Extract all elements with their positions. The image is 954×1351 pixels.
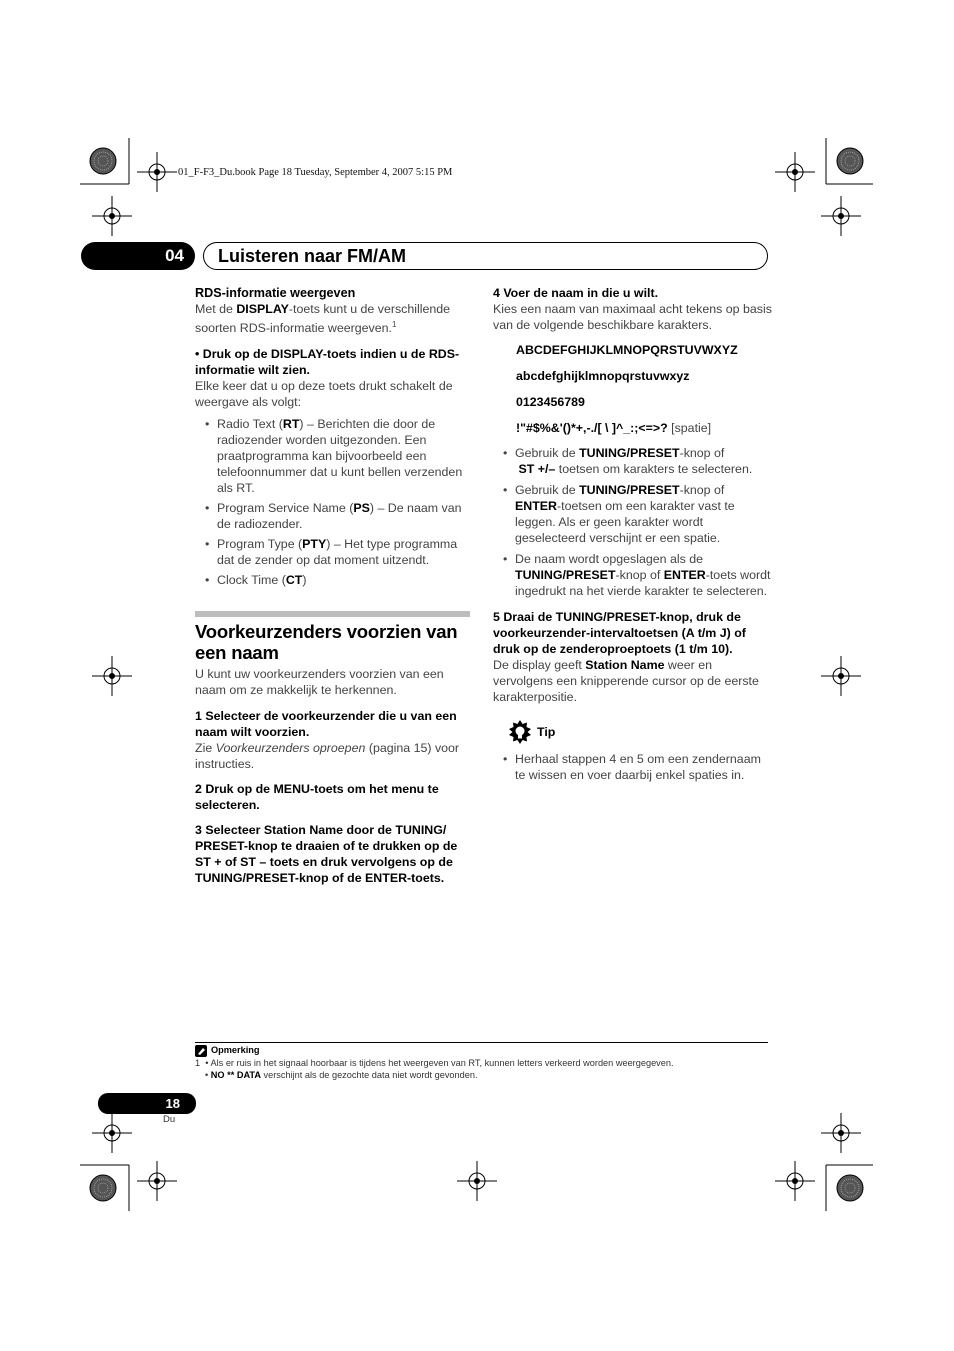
section-divider: [195, 611, 470, 617]
input-bullets: [493, 445, 773, 599]
tip-text: • Herhaal stappen 4 en 5 om een zendernaam te wissen en voer daarbij enkel spaties in.: [493, 751, 773, 783]
step-5-body: De display geeft Station Name weer en vervolgens een knipperende cursor op de eerste karakterpositie.: [493, 658, 759, 704]
list-item: • Gebruik de TUNING/PRESET-knop of ST +/– toetsen om karakters te selecteren.: [493, 445, 773, 477]
footnote-rule: [195, 1042, 768, 1043]
list-item: • Program Type (PTY) – Het type programma dat de zender op dat moment uitzendt.: [195, 536, 475, 568]
step-display-body: Elke keer dat u op deze toets drukt schakelt de weergave als volgt:: [195, 379, 453, 410]
list-item: • Radio Text (RT) – Berichten die door de radiozender worden uitgezonden. Een praatprogramma kan bijvoorbeeld een telefoonnummer dat u kunt bellen verzenden als RT.: [195, 416, 475, 496]
chars-upper: ABCDEFGHIJKLMNOPQRSTUVWXYZ: [516, 343, 738, 357]
step-1: 1 Selecteer de voorkeurzender die u van een naam wilt voorzien.: [195, 709, 457, 739]
chars-digits: 0123456789: [516, 395, 585, 409]
left-column: [195, 285, 475, 588]
right-column: [493, 285, 773, 783]
note-icon: [195, 1045, 207, 1057]
chapter-number: 04: [81, 242, 195, 270]
left-column-lower: [195, 666, 475, 886]
step-4: 4 Voer de naam in die u wilt.: [493, 286, 659, 300]
rds-list: [195, 416, 475, 588]
lightbulb-icon: [507, 719, 533, 745]
step-5: 5 Draai de TUNING/PRESET-knop, druk de voorkeurzender-intervaltoetsen (A t/m J) of druk op de zenderoproeptoets (1 t/m 10).: [493, 610, 746, 656]
page-language: Du: [163, 1114, 176, 1125]
list-item: • Gebruik de TUNING/PRESET-knop of ENTER-toetsen om een karakter vast te leggen. Als er geen karakter wordt geselecteerd verschijnt er een spatie.: [493, 482, 773, 546]
chapter-title: Luisteren naar FM/AM: [203, 242, 768, 270]
list-item: • Program Service Name (PS) – De naam van de radiozender.: [195, 500, 475, 532]
chars-symbols: !"#$%&'()*+,-./[ \ ]^_:;<=>? [spatie]: [516, 421, 712, 435]
rds-intro: Met de DISPLAY-toets kunt u de verschillende soorten RDS-informatie weergeven.$^1$: [195, 302, 451, 336]
chars-lower: abcdefghijklmnopqrstuvwxyz: [516, 369, 690, 383]
step-2: 2 Druk op de MENU-toets om het menu te selecteren.: [195, 782, 439, 812]
footnote-1: 1 • Als er ruis in het signaal hoorbaar is tijdens het weergeven van RT, kunnen letters verkeerd worden weergegeven.: [195, 1058, 674, 1068]
file-header: 01_F-F3_Du.book Page 18 Tuesday, September 4, 2007 5:15 PM: [178, 167, 453, 178]
step-1-body: Zie Voorkeurzenders oproepen (pagina 15) voor instructies.: [195, 741, 460, 771]
section-intro: U kunt uw voorkeurzenders voorzien van een naam om ze makkelijk te herkennen.: [195, 667, 444, 697]
footnote-2: • NO ** DATA verschijnt als de gezochte data niet wordt gevonden.: [205, 1070, 478, 1080]
section-title: Voorkeurzenders voorzien van een naam: [195, 621, 458, 663]
list-item: • De naam wordt opgeslagen als de TUNING/PRESET-knop of ENTER-toets wordt ingedrukt na het vierde karakter te selecteren.: [493, 551, 773, 599]
list-item: • Clock Time (CT): [195, 572, 475, 588]
tip-label: Tip: [537, 725, 556, 739]
tip-header: [493, 719, 773, 745]
footnote-label: Opmerking: [211, 1045, 260, 1055]
page-number: 18: [98, 1093, 196, 1114]
step-3: 3 Selecteer Station Name door de TUNING/ PRESET-knop te draaien of te drukken op de ST + of ST – toets en druk vervolgens op de TUNING/PRESET-knop of de ENTER-toets.: [195, 823, 458, 885]
step-display: • Druk op de DISPLAY-toets indien u de RDS-informatie wilt zien.: [195, 347, 460, 378]
step-4-body: Kies een naam van maximaal acht tekens op basis van de volgende beschikbare karakters.: [493, 302, 772, 332]
rds-heading: RDS-informatie weergeven: [195, 286, 356, 300]
